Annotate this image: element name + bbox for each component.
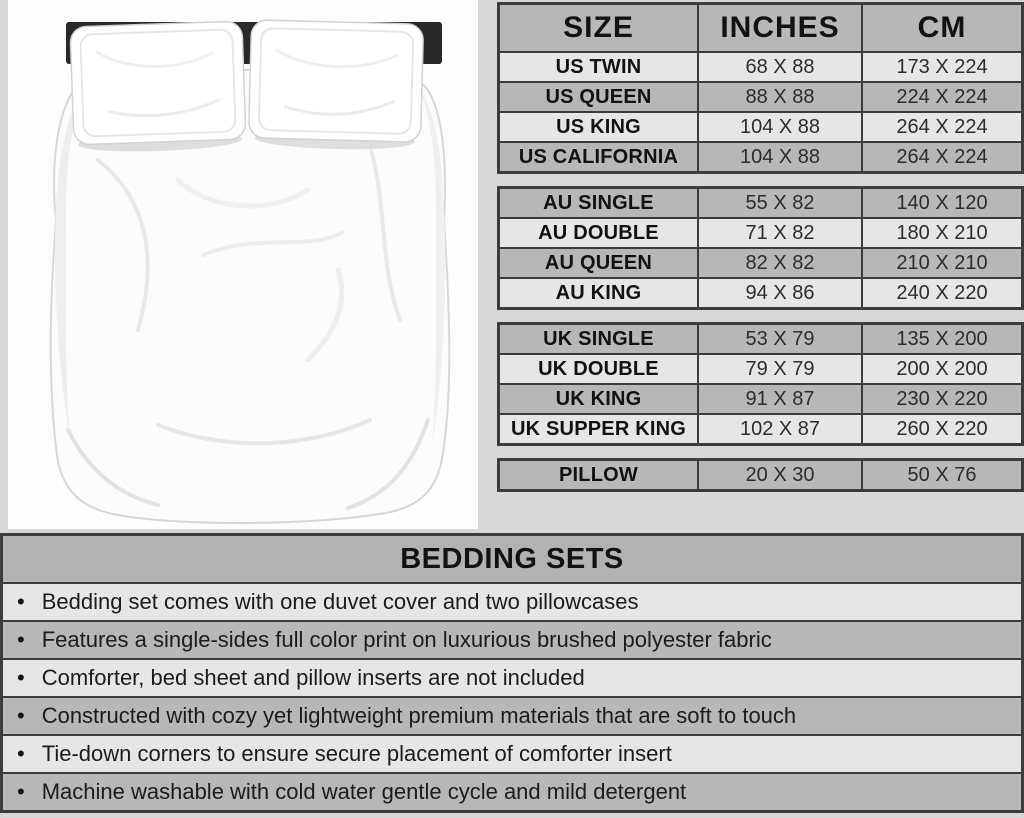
cm-cell: 240 X 220	[861, 279, 1021, 307]
table-row	[500, 277, 1021, 307]
cm-cell: 264 X 224	[861, 143, 1021, 171]
inches-cell: 53 X 79	[697, 325, 861, 353]
inches-cell: 82 X 82	[697, 249, 861, 277]
cm-cell: 173 X 224	[861, 53, 1021, 81]
bullet-text: Comforter, bed sheet and pillow inserts are not included	[41, 665, 585, 690]
cm-cell: 135 X 200	[861, 325, 1021, 353]
bedding-info-section	[0, 533, 1024, 813]
pillow-left	[70, 21, 246, 154]
table-row	[500, 189, 1021, 217]
size-cell: US QUEEN	[545, 86, 652, 108]
inches-cell: 104 X 88	[697, 143, 861, 171]
bed-illustration	[8, 0, 478, 529]
bullet-text: Tie-down corners to ensure secure placement of comforter insert	[41, 741, 672, 766]
bullet-item	[3, 772, 1021, 810]
bullet-item	[3, 584, 1021, 620]
bullet-icon: •	[17, 741, 25, 766]
size-cell: US KING	[556, 116, 641, 138]
bullet-icon: •	[17, 589, 25, 614]
size-cell: AU KING	[555, 282, 642, 304]
size-cell: UK SINGLE	[543, 328, 654, 350]
table-row	[500, 51, 1021, 81]
size-cell: AU QUEEN	[544, 252, 653, 274]
table-row	[500, 383, 1021, 413]
table-row	[500, 325, 1021, 353]
inches-cell: 55 X 82	[697, 189, 861, 217]
cm-cell: 200 X 200	[861, 355, 1021, 383]
table-row	[500, 413, 1021, 443]
table-row	[500, 461, 1021, 489]
bullet-item	[3, 734, 1021, 772]
cm-cell: 140 X 120	[861, 189, 1021, 217]
cm-cell: 224 X 224	[861, 83, 1021, 111]
bullet-icon: •	[17, 627, 25, 652]
bullet-item	[3, 658, 1021, 696]
inches-cell: 104 X 88	[697, 113, 861, 141]
cm-cell: 180 X 210	[861, 219, 1021, 247]
inches-cell: 68 X 88	[697, 53, 861, 81]
bullet-icon: •	[17, 779, 25, 804]
inches-cell: 71 X 82	[697, 219, 861, 247]
bullet-text: Bedding set comes with one duvet cover and two pillowcases	[41, 589, 639, 614]
inches-cell: 94 X 86	[697, 279, 861, 307]
size-cell: UK KING	[555, 388, 642, 410]
size-table-pillow	[497, 458, 1024, 492]
table-row	[500, 353, 1021, 383]
pillow-right	[248, 20, 423, 151]
size-cell: AU DOUBLE	[538, 222, 659, 244]
bullet-text: Machine washable with cold water gentle cycle and mild detergent	[41, 779, 687, 804]
bedding-info-title: BEDDING SETS	[3, 536, 1021, 584]
size-cell: PILLOW	[559, 464, 638, 486]
column-header-cm: CM	[861, 5, 1021, 51]
table-row	[500, 81, 1021, 111]
inches-cell: 88 X 88	[697, 83, 861, 111]
bed-photo	[8, 0, 478, 529]
size-cell: UK SUPPER KING	[510, 418, 687, 440]
size-chart-header-row	[500, 5, 1021, 51]
inches-cell: 102 X 87	[697, 415, 861, 443]
bullet-item	[3, 620, 1021, 658]
cm-cell: 50 X 76	[861, 461, 1021, 489]
bullet-text: Constructed with cozy yet lightweight premium materials that are soft to touch	[41, 703, 797, 728]
size-cell: US TWIN	[555, 56, 642, 78]
cm-cell: 264 X 224	[861, 113, 1021, 141]
cm-cell: 260 X 220	[861, 415, 1021, 443]
bullet-icon: •	[17, 703, 25, 728]
cm-cell: 210 X 210	[861, 249, 1021, 277]
table-row	[500, 247, 1021, 277]
size-cell: US CALIFORNIA	[518, 146, 679, 168]
bullet-text: Features a single-sides full color print on luxurious brushed polyester fabric	[41, 627, 772, 652]
size-cell: UK DOUBLE	[538, 358, 659, 380]
bullet-item	[3, 696, 1021, 734]
cm-cell: 230 X 220	[861, 385, 1021, 413]
table-row	[500, 141, 1021, 171]
size-table-uk	[497, 322, 1024, 446]
inches-cell: 91 X 87	[697, 385, 861, 413]
table-row	[500, 217, 1021, 247]
inches-cell: 79 X 79	[697, 355, 861, 383]
size-cell: AU SINGLE	[543, 192, 654, 214]
inches-cell: 20 X 30	[697, 461, 861, 489]
column-header-size: SIZE	[563, 11, 634, 44]
size-table-au	[497, 186, 1024, 310]
size-chart	[497, 2, 1024, 504]
table-row	[500, 111, 1021, 141]
column-header-inches: INCHES	[697, 5, 861, 51]
size-table-us	[497, 2, 1024, 174]
bullet-icon: •	[17, 665, 25, 690]
